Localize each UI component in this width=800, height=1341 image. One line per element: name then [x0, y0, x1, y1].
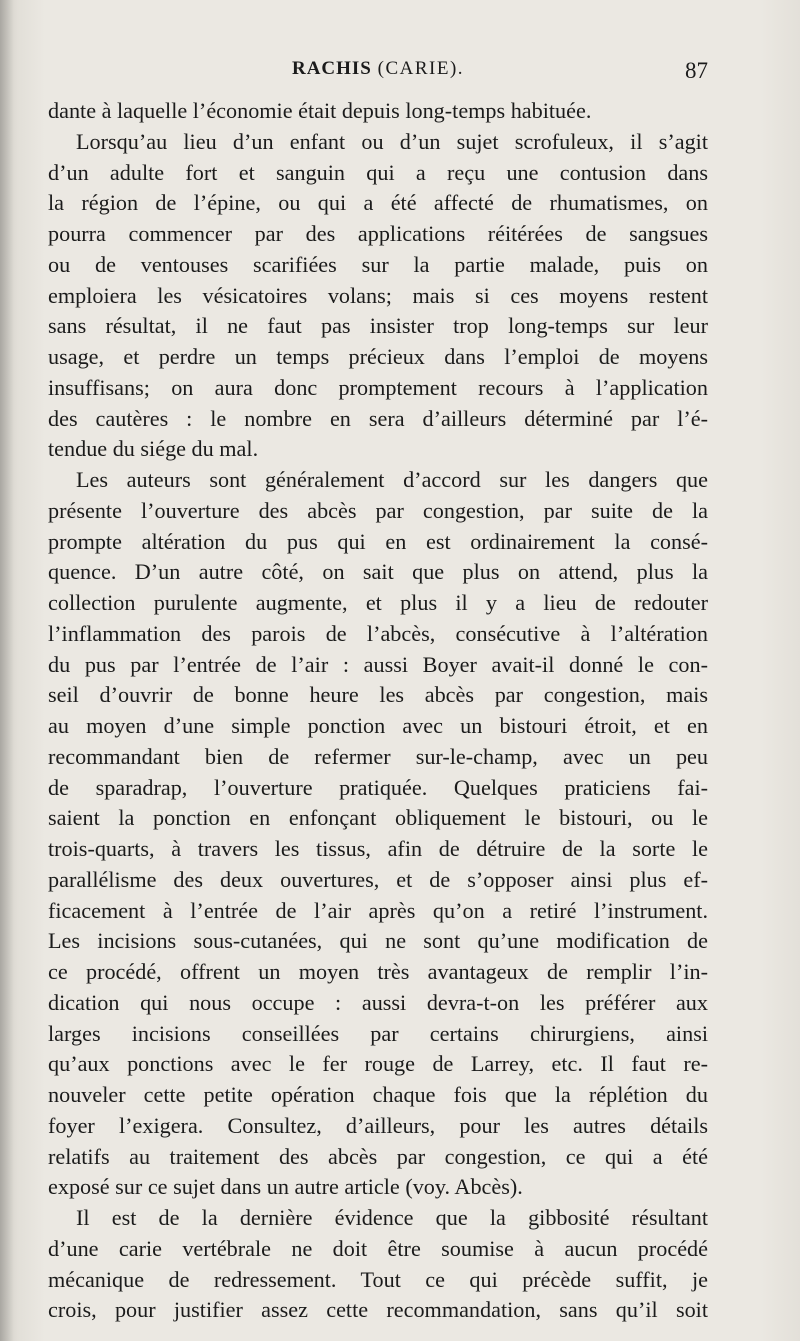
text-line: au moyen d’une simple ponction avec un bistouri étroit, et en	[48, 713, 708, 738]
text-line: usage, et perdre un temps précieux dans l’emploi de moyens	[48, 344, 708, 369]
spine-shadow	[0, 0, 14, 1341]
text-line: seil d’ouvrir de bonne heure les abcès par congestion, mais	[48, 682, 708, 708]
text-line: prompte altération du pus qui en est ordinairement la consé-	[48, 528, 708, 554]
text-line: d’un adulte fort et sanguin qui a reçu une contusion dans	[48, 159, 708, 185]
text-line: ficacement à l’entrée de l’air après qu’on a retiré l’instrument.	[48, 897, 708, 923]
text-line: Les incisions sous-cutanées, qui ne sont qu’une modification de	[48, 928, 708, 954]
text-line: sans résultat, il ne faut pas insister trop long-temps sur leur	[48, 313, 708, 339]
text-line: foyer l’exigera. Consultez, d’ailleurs, pour les autres détails	[48, 1112, 708, 1138]
text-line: parallélisme des deux ouvertures, et de s’opposer ainsi plus ef-	[48, 866, 708, 892]
text-line: l’inflammation des parois de l’abcès, consécutive à l’altération	[48, 620, 708, 646]
text-line: trois-quarts, à travers les tissus, afin de détruire de la sorte le	[48, 836, 708, 861]
text-line: relatifs au traitement des abcès par congestion, ce qui a été	[48, 1143, 708, 1169]
text-line: dication qui nous occupe : aussi devra-t-on les préférer aux	[48, 989, 708, 1015]
text-line: insuffisans; on aura donc promptement recours à l’application	[48, 374, 708, 400]
text-line: recommandant bien de refermer sur-le-champ, avec un peu	[48, 743, 708, 769]
text-line: Les auteurs sont généralement d’accord sur les dangers que	[76, 467, 708, 492]
text-line: pourra commencer par des applications réitérées de sangsues	[48, 221, 708, 246]
text-line: d’une carie vertébrale ne doit être soumise à aucun procédé	[48, 1235, 708, 1261]
text-line: dante à laquelle l’économie était depuis long-temps habituée.	[48, 98, 592, 123]
text-line: Lorsqu’au lieu d’un enfant ou d’un sujet scrofuleux, il s’agit	[76, 128, 708, 154]
text-line: qu’aux ponctions avec le fer rouge de Larrey, etc. Il faut re-	[48, 1051, 708, 1077]
text-line: larges incisions conseillées par certains chirurgiens, ainsi	[48, 1020, 708, 1046]
page-number: 87	[685, 58, 708, 83]
running-head-main: RACHIS	[291, 58, 372, 79]
text-line: mécanique de redressement. Tout ce qui précède suffit, je	[48, 1266, 708, 1292]
text-line: tendue du siége du mal.	[48, 436, 259, 462]
page-header	[48, 58, 708, 92]
text-line: présente l’ouverture des abcès par congestion, par suite de la	[48, 497, 708, 523]
running-head-paren: (CARIE).	[377, 58, 465, 79]
text-line: Il est de la dernière évidence que la gibbosité résultant	[76, 1205, 708, 1230]
text-line: du pus par l’entrée de l’air : aussi Boyer avait-il donné le con-	[48, 651, 708, 677]
text-line: quence. D’un autre côté, on sait que plus on attend, plus la	[48, 559, 708, 585]
text-line: des cautères : le nombre en sera d’ailleurs déterminé par l’é-	[48, 405, 708, 431]
text-line: saient la ponction en enfonçant obliquement le bistouri, ou le	[48, 805, 708, 831]
text-line: ce procédé, offrent un moyen très avantageux de remplir l’in-	[48, 959, 708, 984]
text-line: ou de ventouses scarifiées sur la partie malade, puis on	[48, 251, 708, 277]
text-line: crois, pour justifier assez cette recommandation, sans qu’il soit	[48, 1297, 708, 1323]
text-line: la région de l’épine, ou qui a été affecté de rhumatismes, on	[48, 190, 708, 216]
body-text	[48, 96, 708, 1326]
text-line: exposé sur ce sujet dans un autre article (voy. Abcès).	[48, 1174, 523, 1200]
text-line: de sparadrap, l’ouverture pratiquée. Quelques praticiens fai-	[48, 774, 708, 800]
running-head	[48, 58, 708, 80]
text-line: collection purulente augmente, et plus il y a lieu de redouter	[48, 590, 708, 615]
text-line: emploiera les vésicatoires volans; mais si ces moyens restent	[48, 282, 708, 308]
text-line: nouveler cette petite opération chaque fois que la réplétion du	[48, 1082, 708, 1107]
